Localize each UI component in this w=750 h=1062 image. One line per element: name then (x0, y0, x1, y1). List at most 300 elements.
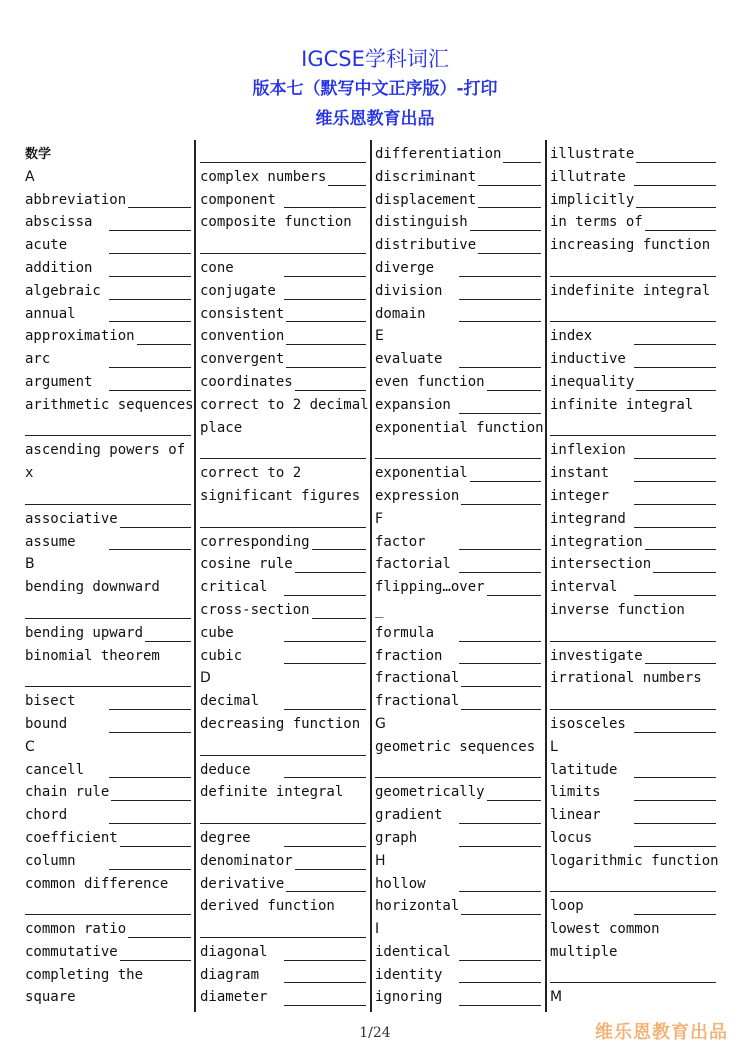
vocab-term[interactable] (375, 667, 543, 690)
answer-line[interactable] (459, 982, 541, 983)
term-label: convergent (200, 351, 285, 368)
answer-line[interactable] (284, 960, 366, 961)
vocab-term[interactable] (200, 827, 368, 850)
vocab-term[interactable] (550, 325, 718, 348)
vocab-term[interactable] (25, 804, 193, 827)
answer-line[interactable] (109, 299, 191, 300)
answer-line[interactable] (128, 207, 191, 208)
vocab-term (550, 394, 718, 417)
answer-line[interactable] (286, 344, 366, 345)
vocab-term[interactable] (25, 348, 193, 371)
term-label: gradient (375, 807, 443, 824)
answer-line[interactable] (634, 504, 716, 505)
term-label: complex numbers (200, 168, 327, 185)
answer-line[interactable] (634, 732, 716, 733)
term-label: place (200, 419, 243, 436)
answer-line[interactable] (109, 709, 191, 710)
answer-line[interactable] (634, 527, 716, 528)
vocab-term[interactable] (25, 189, 193, 212)
vocab-term (375, 417, 543, 440)
term-label: distributive (375, 237, 477, 254)
term-label: A (25, 168, 35, 185)
answer-line[interactable] (284, 982, 366, 983)
answer-line[interactable] (375, 777, 541, 778)
answer-line[interactable] (550, 321, 716, 322)
vocab-term (200, 462, 368, 485)
term-label: D (200, 670, 211, 687)
section-letter (550, 736, 718, 759)
answer-line[interactable] (284, 641, 366, 642)
vocab-term[interactable] (25, 325, 193, 348)
vocab-term[interactable] (200, 348, 368, 371)
term-label: argument (25, 373, 93, 390)
vocab-term (550, 918, 718, 941)
answer-line[interactable] (550, 873, 718, 896)
answer-line[interactable] (109, 777, 191, 778)
term-label: L (550, 738, 558, 755)
term-label: geometrically (375, 784, 485, 801)
answer-line[interactable] (634, 823, 716, 824)
document-title: IGCSE学科词汇 (301, 47, 449, 71)
answer-line[interactable] (550, 690, 718, 713)
vocab-term[interactable] (550, 189, 718, 212)
answer-line[interactable] (375, 759, 543, 782)
answer-line[interactable] (200, 234, 368, 257)
vocab-term[interactable] (550, 645, 718, 668)
answer-line[interactable] (459, 413, 541, 414)
vocab-term[interactable] (550, 576, 718, 599)
vocab-term[interactable] (375, 964, 543, 987)
answer-line[interactable] (25, 599, 193, 622)
vocab-term[interactable] (25, 257, 193, 280)
vocab-term (25, 964, 193, 987)
answer-line[interactable] (634, 800, 716, 801)
term-label: I (375, 921, 380, 938)
answer-line[interactable] (109, 253, 191, 254)
term-label: chord (25, 807, 68, 824)
answer-line[interactable] (109, 549, 191, 550)
vocab-term[interactable] (200, 599, 368, 622)
vocab-term[interactable] (550, 508, 718, 531)
vocab-term[interactable] (375, 941, 543, 964)
answer-line[interactable] (478, 207, 541, 208)
answer-line[interactable] (286, 367, 366, 368)
answer-line[interactable] (286, 891, 366, 892)
vocab-term[interactable] (375, 781, 543, 804)
vocab-term[interactable] (375, 531, 543, 554)
answer-line[interactable] (478, 185, 541, 186)
vocab-term[interactable] (200, 873, 368, 896)
answer-line[interactable] (312, 549, 366, 550)
vocab-term (200, 417, 368, 440)
answer-line[interactable] (645, 549, 716, 550)
vocab-term[interactable] (25, 371, 193, 394)
answer-line[interactable] (109, 823, 191, 824)
answer-line[interactable] (459, 641, 541, 642)
vocab-term[interactable] (25, 690, 193, 713)
term-label: B (25, 556, 35, 573)
vocab-term[interactable] (200, 531, 368, 554)
answer-line[interactable] (550, 622, 718, 645)
answer-line[interactable] (109, 321, 191, 322)
answer-line[interactable] (487, 800, 541, 801)
answer-line[interactable] (634, 846, 716, 847)
term-label: discriminant (375, 168, 477, 185)
vocab-term[interactable] (375, 371, 543, 394)
vocab-term[interactable] (375, 189, 543, 212)
vocab-term[interactable] (375, 394, 543, 417)
answer-line[interactable] (109, 276, 191, 277)
vocab-term[interactable] (25, 508, 193, 531)
vocab-term[interactable] (550, 713, 718, 736)
answer-line[interactable] (550, 417, 718, 440)
answer-line[interactable] (120, 960, 191, 961)
vocab-term[interactable] (200, 189, 368, 212)
vocab-column-4 (550, 143, 718, 1009)
vocab-term[interactable] (25, 713, 193, 736)
vocab-term[interactable] (25, 850, 193, 873)
answer-line[interactable] (200, 458, 366, 459)
section-letter (25, 736, 193, 759)
term-label: correct to 2 (200, 465, 302, 482)
term-label: interval (550, 579, 618, 596)
answer-line[interactable] (487, 595, 541, 596)
vocab-term[interactable] (550, 781, 718, 804)
vocab-term[interactable] (375, 348, 543, 371)
term-label: intersection (550, 556, 652, 573)
vocab-term[interactable] (200, 303, 368, 326)
answer-line[interactable] (634, 344, 716, 345)
answer-line[interactable] (478, 253, 541, 254)
answer-line[interactable] (200, 253, 366, 254)
vocab-term[interactable] (25, 531, 193, 554)
answer-line[interactable] (550, 303, 718, 326)
answer-line[interactable] (550, 435, 716, 436)
answer-line[interactable] (109, 367, 191, 368)
answer-line[interactable] (111, 800, 191, 801)
answer-line[interactable] (120, 527, 191, 528)
vocab-column-3 (375, 143, 543, 1009)
vocab-term (25, 439, 193, 462)
vocab-term[interactable] (200, 759, 368, 782)
vocab-term[interactable] (200, 941, 368, 964)
answer-line[interactable] (295, 390, 366, 391)
answer-line[interactable] (461, 686, 541, 687)
answer-line[interactable] (550, 891, 716, 892)
vocab-term[interactable] (375, 211, 543, 234)
answer-line[interactable] (461, 914, 541, 915)
vocab-term[interactable] (375, 804, 543, 827)
vocab-term[interactable] (375, 234, 543, 257)
vocab-term[interactable] (200, 576, 368, 599)
vocab-term[interactable] (25, 827, 193, 850)
vocab-term[interactable] (25, 941, 193, 964)
term-label: implicitly (550, 191, 635, 208)
vocab-term[interactable] (375, 143, 543, 166)
vocab-term[interactable] (550, 827, 718, 850)
vocab-term[interactable] (200, 553, 368, 576)
answer-line[interactable] (470, 230, 541, 231)
vocab-term[interactable] (375, 462, 543, 485)
vocab-column-1 (25, 143, 193, 1009)
term-label: bending upward (25, 624, 144, 641)
vocab-term[interactable] (550, 348, 718, 371)
answer-line[interactable] (634, 914, 716, 915)
answer-line[interactable] (109, 732, 191, 733)
term-label: cone (200, 259, 234, 276)
answer-line[interactable] (459, 549, 541, 550)
answer-line[interactable] (109, 230, 191, 231)
vocab-term[interactable] (25, 918, 193, 941)
vocab-term[interactable] (550, 895, 718, 918)
answer-line[interactable] (137, 344, 191, 345)
answer-line[interactable] (200, 527, 366, 528)
vocab-term[interactable] (550, 439, 718, 462)
vocab-term[interactable] (200, 645, 368, 668)
term-label: integer (550, 487, 610, 504)
document-header (0, 44, 750, 134)
vocab-term[interactable] (200, 850, 368, 873)
answer-line[interactable] (109, 390, 191, 391)
answer-line[interactable] (25, 504, 191, 505)
vocab-term[interactable] (550, 371, 718, 394)
answer-line[interactable] (284, 777, 366, 778)
vocab-term[interactable] (25, 759, 193, 782)
answer-line[interactable] (284, 595, 366, 596)
term-label: graph (375, 829, 418, 846)
term-label: horizontal (375, 898, 460, 915)
answer-line[interactable] (295, 572, 366, 573)
vocab-term[interactable] (375, 873, 543, 896)
answer-line[interactable] (128, 937, 191, 938)
page-number: 1/24 (359, 1025, 391, 1041)
term-label: identity (375, 966, 443, 983)
answer-line[interactable] (459, 846, 541, 847)
answer-line[interactable] (550, 982, 716, 983)
answer-line[interactable] (375, 439, 543, 462)
section-letter (550, 986, 718, 1009)
answer-line[interactable] (200, 162, 366, 163)
watermark: 维乐恩教育出品 (595, 1022, 728, 1043)
answer-line[interactable] (284, 709, 366, 710)
term-label: H (375, 852, 386, 869)
answer-line[interactable] (200, 804, 368, 827)
vocab-term[interactable] (550, 531, 718, 554)
answer-line[interactable] (286, 321, 366, 322)
vocab-term[interactable] (375, 986, 543, 1009)
vocab-term[interactable] (375, 622, 543, 645)
answer-line[interactable] (653, 572, 716, 573)
vocab-term[interactable] (200, 371, 368, 394)
term-label: F (375, 510, 384, 527)
vocab-term[interactable] (550, 462, 718, 485)
term-label: displacement (375, 191, 477, 208)
answer-line[interactable] (634, 367, 716, 368)
vocab-term[interactable] (25, 211, 193, 234)
vocab-term[interactable] (550, 759, 718, 782)
answer-line[interactable] (25, 485, 193, 508)
answer-line[interactable] (200, 143, 368, 166)
vocab-term[interactable] (375, 690, 543, 713)
answer-line[interactable] (284, 276, 366, 277)
answer-line[interactable] (284, 1005, 366, 1006)
answer-line[interactable] (284, 207, 366, 208)
vocab-term[interactable] (550, 485, 718, 508)
vocab-term[interactable] (375, 895, 543, 918)
vocab-term[interactable] (200, 325, 368, 348)
term-label: derivative (200, 875, 285, 892)
answer-line[interactable] (200, 937, 366, 938)
vocab-term[interactable] (25, 280, 193, 303)
vocab-term (550, 850, 718, 873)
vocab-term[interactable] (375, 257, 543, 280)
answer-line[interactable] (634, 777, 716, 778)
answer-line[interactable] (461, 709, 541, 710)
answer-line[interactable] (25, 686, 191, 687)
vocab-term[interactable] (200, 690, 368, 713)
answer-line[interactable] (636, 207, 716, 208)
vocab-term (25, 576, 193, 599)
term-label: conjugate (200, 282, 276, 299)
vocab-term[interactable] (550, 553, 718, 576)
column-divider (370, 140, 372, 1012)
term-label: composite function (200, 214, 352, 231)
answer-line[interactable] (634, 185, 716, 186)
answer-line[interactable] (200, 918, 368, 941)
answer-line[interactable] (459, 663, 541, 664)
answer-line[interactable] (375, 458, 541, 459)
answer-line[interactable] (636, 390, 716, 391)
answer-line[interactable] (200, 508, 368, 531)
section-letter (375, 713, 543, 736)
answer-line[interactable] (634, 595, 716, 596)
term-label: cosine rule (200, 556, 293, 573)
answer-line[interactable] (459, 572, 541, 573)
answer-line[interactable] (200, 439, 368, 462)
answer-line[interactable] (470, 481, 541, 482)
answer-line[interactable] (461, 504, 541, 505)
vocab-term[interactable] (375, 576, 543, 599)
vocab-term[interactable] (375, 645, 543, 668)
vocab-term (550, 941, 718, 964)
vocab-term[interactable] (550, 143, 718, 166)
vocab-term[interactable] (375, 553, 543, 576)
answer-line[interactable] (459, 891, 541, 892)
answer-line[interactable] (459, 299, 541, 300)
answer-line[interactable] (645, 230, 716, 231)
vocab-term (200, 895, 368, 918)
term-label: latitude (550, 761, 618, 778)
answer-line[interactable] (550, 964, 718, 987)
vocab-term[interactable] (200, 280, 368, 303)
answer-line[interactable] (284, 846, 366, 847)
answer-line[interactable] (284, 663, 366, 664)
term-label: M (550, 989, 563, 1006)
section-letter (25, 166, 193, 189)
answer-line[interactable] (25, 618, 191, 619)
term-label: loop (550, 898, 584, 915)
term-label: identical (375, 943, 451, 960)
term-label: critical (200, 579, 268, 596)
vocab-term[interactable] (25, 781, 193, 804)
term-label: significant figures (200, 487, 361, 504)
vocab-term[interactable] (375, 827, 543, 850)
vocab-term[interactable] (550, 166, 718, 189)
answer-line[interactable] (503, 162, 541, 163)
answer-line[interactable] (459, 367, 541, 368)
vocab-term[interactable] (375, 485, 543, 508)
vocab-term (200, 713, 368, 736)
term-label: logarithmic function (550, 852, 719, 869)
answer-line[interactable] (645, 663, 716, 664)
answer-line[interactable] (145, 641, 191, 642)
answer-line[interactable] (634, 481, 716, 482)
answer-line[interactable] (200, 736, 368, 759)
answer-line[interactable] (25, 435, 191, 436)
term-label: approximation (25, 328, 135, 345)
answer-line[interactable] (109, 869, 191, 870)
vocab-term[interactable] (375, 303, 543, 326)
answer-line[interactable] (459, 276, 541, 277)
answer-line[interactable] (550, 257, 718, 280)
term-label: exponential function (375, 419, 544, 436)
answer-line[interactable] (550, 276, 716, 277)
answer-line[interactable] (550, 641, 716, 642)
answer-line[interactable] (328, 185, 366, 186)
vocab-term (200, 485, 368, 508)
term-label: investigate (550, 647, 643, 664)
vocab-term[interactable] (200, 964, 368, 987)
answer-line[interactable] (295, 869, 366, 870)
answer-line[interactable] (312, 618, 366, 619)
answer-line[interactable] (459, 1005, 541, 1006)
vocab-term[interactable] (200, 622, 368, 645)
vocab-term[interactable] (200, 166, 368, 189)
vocab-term[interactable] (375, 166, 543, 189)
vocab-term[interactable] (550, 804, 718, 827)
answer-line[interactable] (284, 299, 366, 300)
answer-line[interactable] (487, 390, 541, 391)
answer-line[interactable] (200, 823, 366, 824)
term-label: denominator (200, 852, 293, 869)
answer-line[interactable] (25, 895, 193, 918)
answer-line[interactable] (25, 667, 193, 690)
vocab-term[interactable] (25, 303, 193, 326)
term-label: formula (375, 624, 435, 641)
vocab-term[interactable] (550, 211, 718, 234)
answer-line[interactable] (25, 914, 191, 915)
term-label: cross-section (200, 601, 310, 618)
answer-line[interactable] (459, 960, 541, 961)
answer-line[interactable] (459, 321, 541, 322)
vocab-term[interactable] (25, 622, 193, 645)
term-label: flipping…over (375, 579, 485, 596)
answer-line[interactable] (120, 846, 191, 847)
answer-line[interactable] (550, 709, 716, 710)
vocab-term[interactable] (200, 257, 368, 280)
section-letter (25, 553, 193, 576)
vocab-term[interactable] (375, 280, 543, 303)
answer-line[interactable] (25, 417, 193, 440)
answer-line[interactable] (459, 823, 541, 824)
term-label: diagonal (200, 943, 268, 960)
answer-line[interactable] (636, 162, 716, 163)
vocab-term[interactable] (25, 234, 193, 257)
term-label: acute (25, 237, 68, 254)
vocab-term[interactable] (200, 986, 368, 1009)
answer-line[interactable] (634, 458, 716, 459)
answer-line[interactable] (200, 755, 366, 756)
